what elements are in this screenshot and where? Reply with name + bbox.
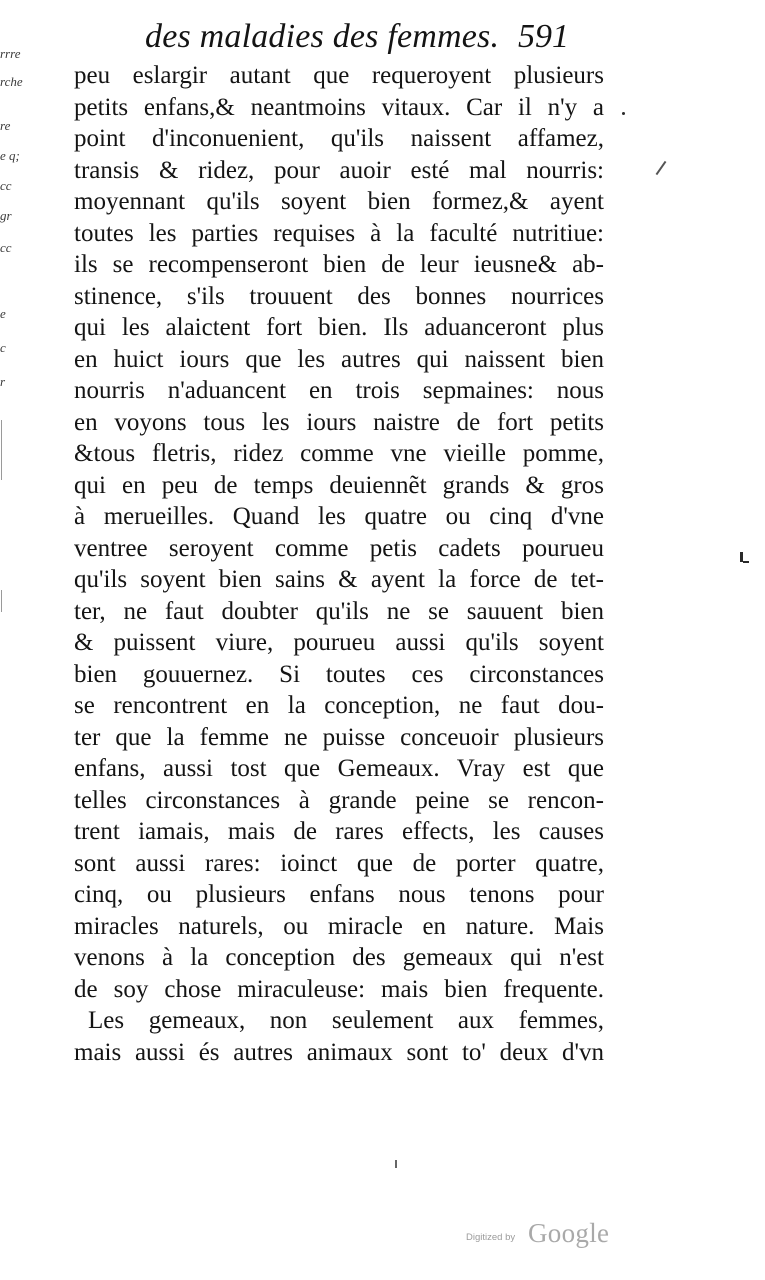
- text-line: toutes les parties requises à la faculté nutritiue:: [74, 219, 604, 247]
- text-line: nourris n'aduancent en trois sepmaines: nous: [74, 377, 604, 404]
- text-line: qui en peu de temps deuiennẽt grands & gros: [74, 471, 604, 499]
- body-text: [74, 60, 604, 1068]
- page-number: 591: [518, 18, 569, 55]
- edge-shadow-line: [1, 420, 2, 480]
- text-line: en huict iours que les autres qui naissent bien: [74, 345, 604, 373]
- text-line: en voyons tous les iours naistre de fort petits: [74, 408, 604, 436]
- bleed-fragment: c: [0, 340, 6, 355]
- text-line: & puissent viure, pourueu aussi qu'ils soyent: [74, 629, 604, 656]
- bleed-fragment: r: [0, 374, 6, 389]
- text-line: sont aussi rares: ioinct que de porter quatre,: [74, 849, 604, 877]
- bleed-fragment: cc: [0, 240, 12, 255]
- text-line: cinq, ou plusieurs enfans nous tenons pour: [74, 881, 604, 908]
- text-line: point d'inconuenient, qu'ils naissent affamez,: [74, 125, 604, 152]
- text-line: ventree seroyent comme petis cadets pourueu: [74, 534, 604, 562]
- text-line: enfans, aussi tost que Gemeaux. Vray est que: [74, 755, 604, 782]
- digitized-by-label: Digitized by: [466, 1232, 516, 1243]
- bleed-fragment: cc: [0, 178, 12, 193]
- text-line: transis & ridez, pour auoir esté mal nourris:: [74, 156, 604, 184]
- bleed-fragment: e q;: [0, 148, 20, 163]
- ink-stroke: [656, 161, 667, 175]
- text-line: bien gouuernez. Si toutes ces circonstances: [74, 660, 604, 688]
- text-line: stinence, s'ils trouuent des bonnes nourrices: [74, 282, 604, 310]
- text-line: petits enfans,& neantmoins vitaux. Car il n'y a: [74, 93, 604, 121]
- text-line: venons à la conception des gemeaux qui n'est: [74, 944, 604, 971]
- paragraph-start-line: Les gemeaux, non seulement aux femmes,: [88, 1007, 604, 1034]
- text-line: ils se recompenseront bien de leur ieusne& ab-: [74, 251, 604, 278]
- bleed-fragment: gr: [0, 208, 12, 223]
- bleed-fragment: rche: [0, 74, 23, 89]
- text-line: &tous fletris, ridez comme vne vieille pomme,: [74, 440, 604, 467]
- edge-shadow-line: [1, 590, 2, 612]
- text-line: peu eslargir autant que requeroyent plusieurs: [74, 62, 604, 89]
- text-line: se rencontrent en la conception, ne faut dou-: [74, 692, 604, 719]
- text-line: mais aussi és autres animaux sont to' deux d'vn: [74, 1038, 604, 1066]
- bleed-fragment: rrre: [0, 46, 21, 61]
- google-logo: Google: [528, 1218, 610, 1248]
- text-line: ter, ne faut doubter qu'ils ne se sauuent bien: [74, 597, 604, 625]
- text-line: trent iamais, mais de rares effects, les causes: [74, 818, 604, 845]
- running-head: [0, 14, 765, 64]
- bleed-fragment: re: [0, 118, 11, 133]
- ink-speck: [743, 561, 749, 563]
- text-line: telles circonstances à grande peine se rencon-: [74, 786, 604, 814]
- text-line: moyennant qu'ils soyent bien formez,& ayent: [74, 188, 604, 215]
- text-line: qui les alaictent fort bien. Ils aduanceront plus: [74, 314, 604, 341]
- ink-speck: [395, 1160, 397, 1168]
- text-line: de soy chose miraculeuse: mais bien frequente.: [74, 975, 604, 1003]
- text-line: miracles naturels, ou miracle en nature. Mais: [74, 912, 604, 940]
- text-line: à merueilles. Quand les quatre ou cinq d'vne: [74, 503, 604, 530]
- bleed-fragment: e: [0, 306, 6, 321]
- text-line: ter que la femme ne puisse conceuoir plusieurs: [74, 723, 604, 751]
- running-title: des maladies des femmes.: [145, 18, 500, 55]
- ink-speck: [622, 112, 625, 115]
- facing-page-bleed: [0, 40, 26, 600]
- text-line: qu'ils soyent bien sains & ayent la force de tet-: [74, 566, 604, 593]
